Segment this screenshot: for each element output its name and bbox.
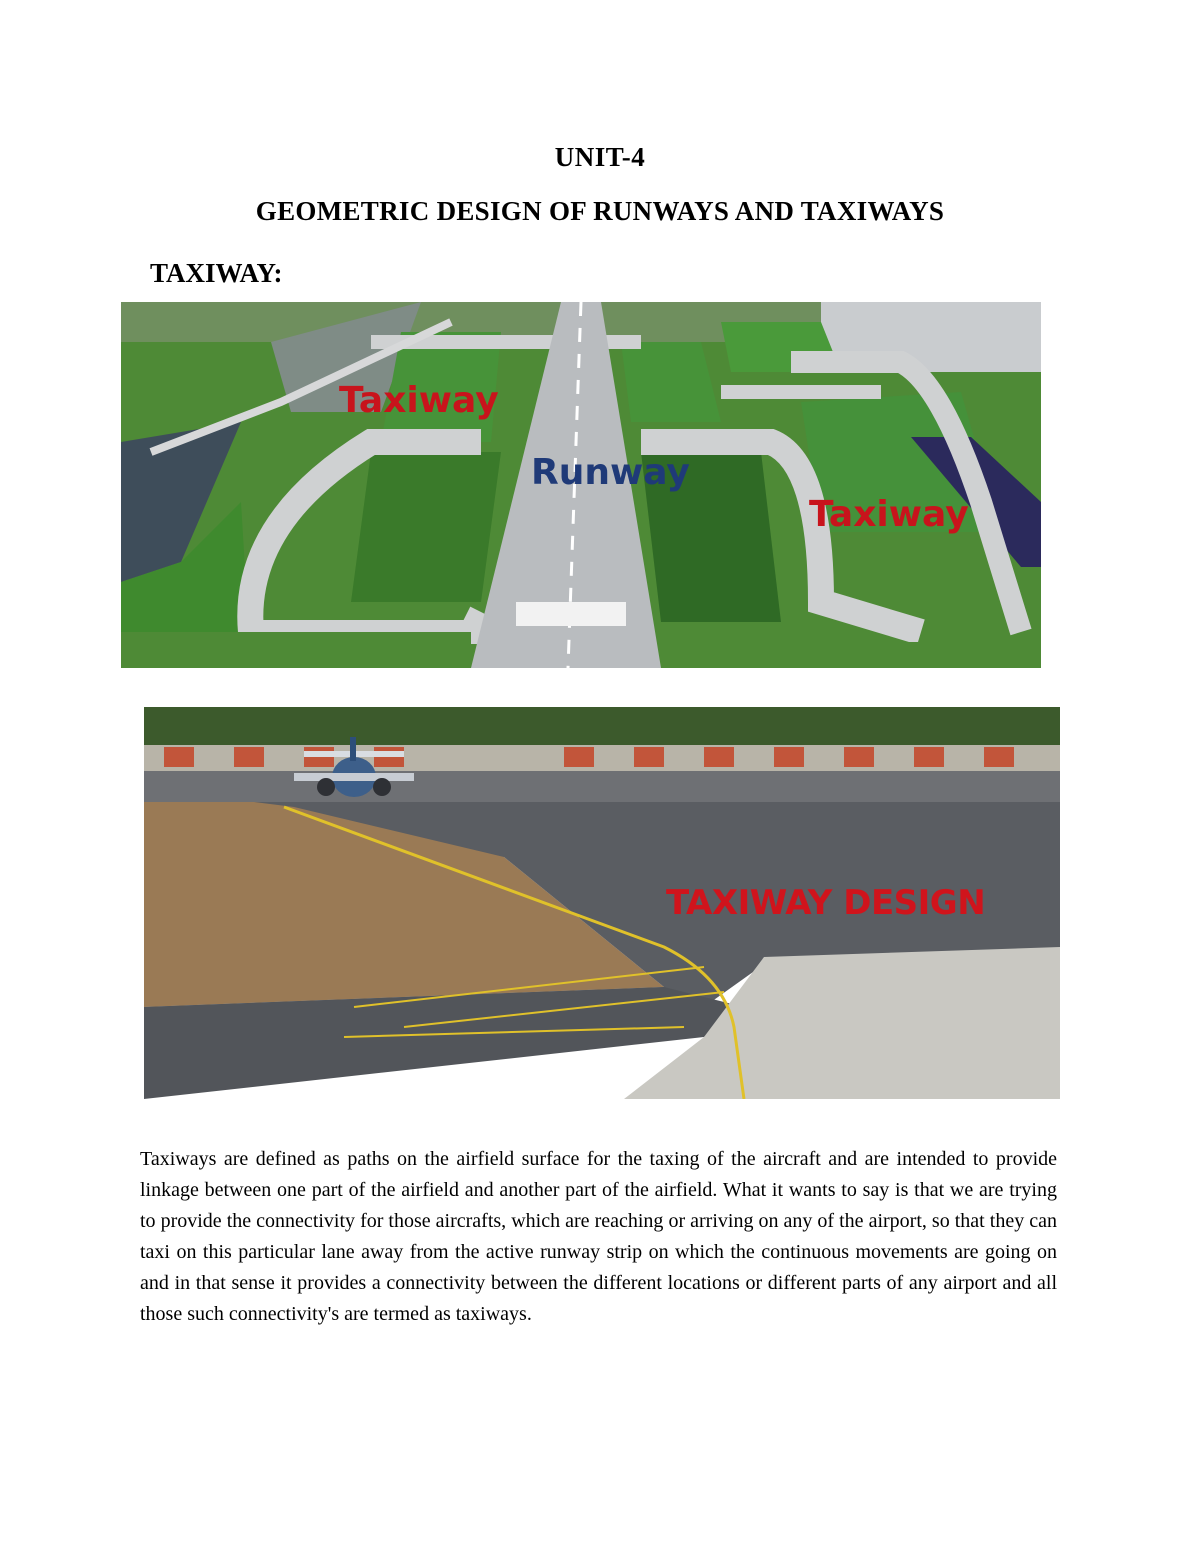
taxiway-label-left: Taxiway [339,380,499,421]
body-paragraph: Taxiways are defined as paths on the airfield surface for the taxing of the aircraft and are intended to provide linkage between one part of the airfield and another part of the airfield. What it wants to say is that we are trying to provide the connectivity for those aircrafts, which are reaching or arriving on any of the airport, so that they can taxi on this particular lane away from the active runway strip on which the continuous movements are going on and in that sense it provides a connectivity between the different locations or different parts of any airport and all those such connectivity's are termed as taxiways. [140,1148,1057,1325]
taxiway-design-label: TAXIWAY DESIGN [666,883,986,923]
taxiway-design-photo [144,707,1060,1099]
runway-label: Runway [531,452,690,493]
section-heading: TAXIWAY: [150,258,283,288]
aerial-runway-photo [121,302,1041,668]
page-title: GEOMETRIC DESIGN OF RUNWAYS AND TAXIWAYS [255,196,945,226]
unit-heading: UNIT-4 [554,142,646,172]
taxiway-label-right: Taxiway [809,494,969,535]
